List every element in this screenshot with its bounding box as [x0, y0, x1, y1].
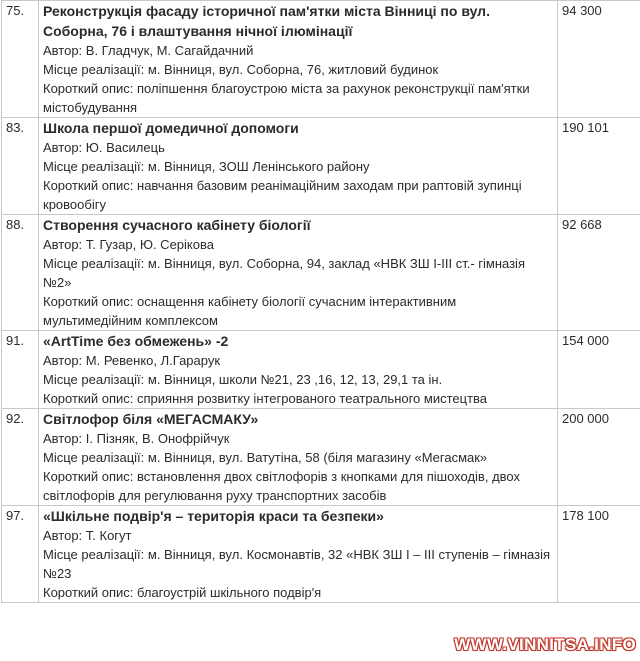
project-number: 91. — [2, 331, 39, 409]
project-title: Світлофор біля «МЕГАСМАКУ» — [43, 411, 259, 427]
project-amount: 92 668 — [558, 215, 640, 331]
project-summary: Короткий опис: навчання базовим реанімаційним заходам при раптовій зупинці кровообігу — [43, 178, 522, 212]
project-row — [2, 409, 640, 506]
project-place: Місце реалізації: м. Вінниця, вул. Соборна, 76, житловий будинок — [43, 62, 439, 77]
project-description-cell — [39, 118, 558, 215]
project-place: Місце реалізації: м. Вінниця, вул. Ватутіна, 58 (біля магазину «Мегасмак» — [43, 450, 488, 465]
project-amount: 154 000 — [558, 331, 640, 409]
project-amount: 178 100 — [558, 506, 640, 603]
project-author: Автор: М. Ревенко, Л.Гарарук — [43, 353, 221, 368]
project-row — [2, 1, 640, 118]
project-summary: Короткий опис: поліпшення благоустрою міста за рахунок реконструкції пам'ятки містобудування — [43, 81, 530, 115]
project-author: Автор: І. Пізняк, В. Онофрійчук — [43, 431, 230, 446]
project-title: Школа першої домедичної допомоги — [43, 120, 299, 136]
project-summary: Короткий опис: сприяння розвитку інтегрованого театрального мистецтва — [43, 391, 488, 406]
project-number: 92. — [2, 409, 39, 506]
project-number: 83. — [2, 118, 39, 215]
project-amount: 94 300 — [558, 1, 640, 118]
project-summary: Короткий опис: оснащення кабінету біології сучасним інтерактивним мультимедійним комплексом — [43, 294, 457, 328]
project-amount: 200 000 — [558, 409, 640, 506]
project-row — [2, 506, 640, 603]
project-row — [2, 118, 640, 215]
project-author: Автор: В. Гладчук, М. Сагайдачний — [43, 43, 254, 58]
project-place: Місце реалізації: м. Вінниця, школи №21, 23 ,16, 12, 13, 29,1 та ін. — [43, 372, 443, 387]
project-number: 75. — [2, 1, 39, 118]
project-description-cell — [39, 331, 558, 409]
project-place: Місце реалізації: м. Вінниця, вул. Соборна, 94, заклад «НВК ЗШ І-ІІІ ст.- гімназія №2» — [43, 256, 525, 290]
project-summary: Короткий опис: благоустрій шкільного подвір'я — [43, 585, 322, 600]
project-place: Місце реалізації: м. Вінниця, ЗОШ Ленінського району — [43, 159, 370, 174]
project-description-cell — [39, 215, 558, 331]
project-number: 97. — [2, 506, 39, 603]
project-description-cell — [39, 506, 558, 603]
project-title: «Шкільне подвір'я – територія краси та безпеки» — [43, 508, 384, 524]
project-description-cell — [39, 409, 558, 506]
project-row — [2, 215, 640, 331]
project-title: Реконструкція фасаду історичної пам'ятки міста Вінниці по вул. Соборна, 76 і влаштування нічної ілюмінації — [43, 3, 490, 39]
project-summary: Короткий опис: встановлення двох світлофорів з кнопками для пішоходів, двох світлофорів для регулювання руху транспортних засобів — [43, 469, 520, 503]
project-row — [2, 331, 640, 409]
project-title: «ArtTime без обмежень» -2 — [43, 333, 229, 349]
project-amount: 190 101 — [558, 118, 640, 215]
projects-table-body — [2, 1, 640, 603]
project-number: 88. — [2, 215, 39, 331]
project-place: Місце реалізації: м. Вінниця, вул. Космонавтів, 32 «НВК ЗШ І – ІІІ ступенів – гімназія №23 — [43, 547, 550, 581]
project-title: Створення сучасного кабінету біології — [43, 217, 311, 233]
project-author: Автор: Ю. Василець — [43, 140, 165, 155]
project-author: Автор: Т. Гузар, Ю. Серікова — [43, 237, 214, 252]
project-description-cell — [39, 1, 558, 118]
project-author: Автор: Т. Когут — [43, 528, 132, 543]
site-watermark: WWW.VINNITSA.INFO — [454, 635, 636, 654]
projects-table — [1, 0, 640, 603]
